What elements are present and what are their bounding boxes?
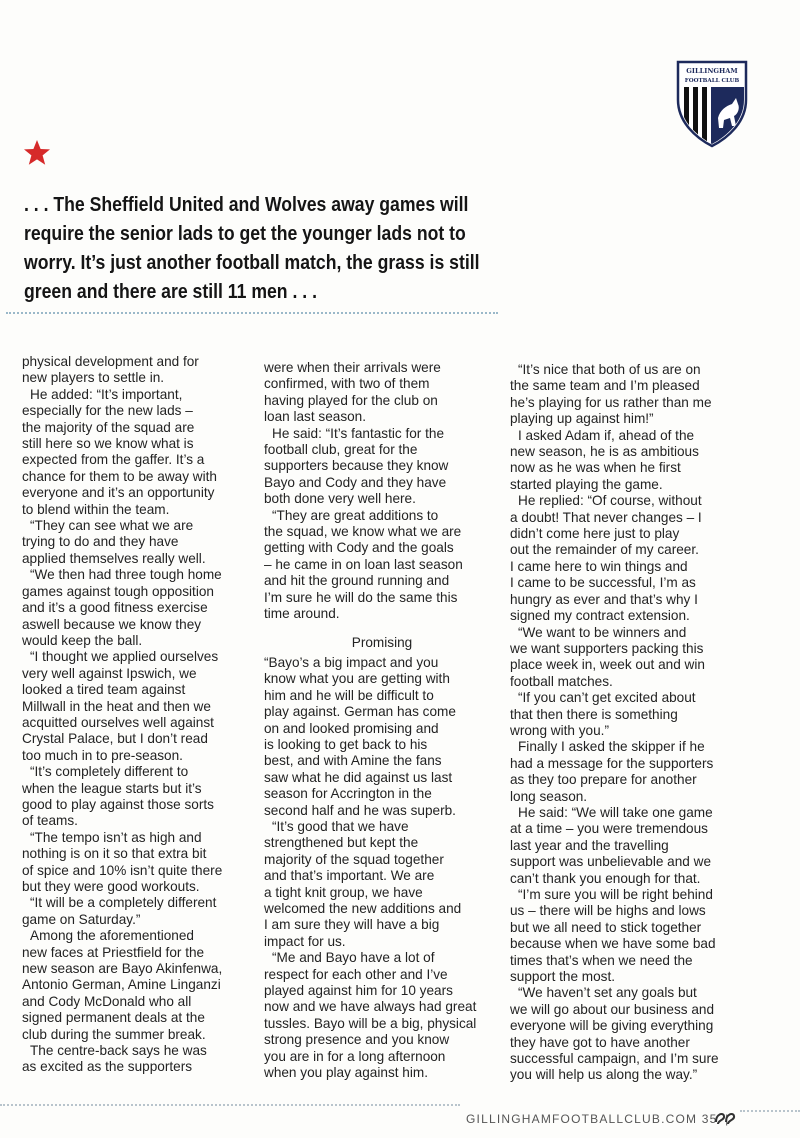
text-line: majority of the squad together [264,851,444,867]
article-paragraph [264,426,500,508]
text-line: “I thought we applied ourselves [30,649,219,665]
text-line: “It’s nice that both of us are on [518,362,701,377]
article-paragraph [510,690,750,739]
text-line: and it’s a good fitness exercise [22,600,208,616]
text-line: applied themselves really well. [22,550,206,566]
text-line: had a message for the supporters [510,755,714,771]
text-line: the same team and I’m pleased [510,378,700,394]
text-line: he’s playing for us rather than me [510,394,712,410]
article-paragraph [510,887,750,985]
text-line: strengthened but kept the [264,835,419,851]
text-line: of spice and 10% isn’t quite there [22,862,223,878]
text-line: – he came in on loan last season [264,556,463,572]
text-line: impact for us. [264,933,346,949]
text-line: He replied: “Of course, without [518,493,702,509]
text-line: place week in, week out and win [510,657,705,673]
text-line: club during the summer break. [22,1026,206,1042]
text-line: strong presence and you know [264,1032,450,1048]
text-line: “It will be a completely different [30,895,217,911]
text-line: I asked Adam if, ahead of the [518,427,695,443]
article-paragraph [510,625,750,691]
text-line: Crystal Palace, but I don’t read [22,731,208,747]
text-line: good to play against those sorts [22,796,214,812]
text-line: I came here to win things and [510,558,688,574]
text-line: The centre-back says he was [30,1043,207,1059]
text-line: game on Saturday.” [22,911,141,927]
text-line: as excited as the supporters [22,1059,193,1075]
text-line: of teams. [22,813,78,829]
text-line: signed my contract extension. [510,608,690,624]
text-line: getting with Cody and the goals [264,540,454,556]
text-line: and that’s important. We are [264,868,435,884]
crest-line1: GILLINGHAM [686,67,738,75]
article-paragraph [22,518,258,567]
text-line: both done very well here. [264,491,416,507]
text-line: aswell because we know they [22,616,202,632]
text-line: the majority of the squad are [22,419,195,435]
text-line: “We haven’t set any goals but [518,985,697,1001]
subheading-promising: Promising [351,634,413,650]
text-line: respect for each other and I’ve [264,966,448,982]
article-paragraph [264,360,500,426]
article-paragraph [510,739,750,805]
article-paragraph [510,493,750,624]
article-paragraph [510,805,750,887]
text-line: loan last season. [264,409,367,425]
text-line: games against tough opposition [22,583,214,599]
article-paragraph [264,508,500,623]
pull-quote-line: require the senior lads to get the younger lads not to [24,222,466,245]
text-line: I am sure they will have a big [264,917,440,933]
text-line: “It’s completely different to [30,764,189,780]
text-line: us – there will be highs and lows [510,903,706,919]
text-line: supporters because they know [264,458,449,474]
page-footer [466,1112,732,1126]
text-line: started playing the game. [510,476,663,492]
text-line: acquitted ourselves well against [22,714,214,730]
text-line: play against. German has come [264,704,456,720]
text-line: a doubt! That never changes – I [510,509,702,525]
text-line: trying to do and they have [22,534,179,550]
text-line: I’m sure he will do the same this [264,589,458,605]
footer-page-number: 35 [701,1112,718,1126]
text-line: as they too prepare for another [510,772,697,788]
article-column-1 [22,354,258,1076]
text-line: when you play against him. [264,1065,428,1081]
article-paragraph [22,928,258,1043]
text-line: expected from the gaffer. It’s a [22,452,205,468]
club-crest-logo [676,60,748,148]
text-line: is looking to get back to his [264,736,428,752]
text-line: on and looked promising and [264,720,439,736]
article-paragraph [22,895,258,928]
text-line: support the most. [510,969,616,985]
text-line: to blend within the team. [22,501,170,517]
text-line: He said: “We will take one game [518,804,713,820]
text-line: out the remainder of my career. [510,542,699,558]
text-line: Bayo and Cody and they have [264,474,447,490]
text-line: best, and with Amine the fans [264,753,442,769]
text-line: especially for the new lads – [22,403,193,419]
text-line: second half and he was superb. [264,802,456,818]
pull-quote-line: green and there are still 11 men . . . [24,280,317,303]
pull-quote-line: . . . The Sheffield United and Wolves away games will [24,193,469,216]
text-line: him and he will be difficult to [264,687,434,703]
text-line: we will go about our business and [510,1001,715,1017]
article-paragraph [22,649,258,764]
article-paragraph [22,387,258,518]
column-2-top [264,360,500,623]
text-line: looked a tired team against [22,682,186,698]
text-line: a tight knit group, we have [264,884,423,900]
text-line: physical development and for [22,354,199,369]
text-line: time around. [264,606,340,622]
pull-quote [24,190,480,306]
dotted-divider [6,312,498,314]
text-line: confirmed, with two of them [264,376,430,392]
text-line: still here so we know what is [22,436,194,452]
text-line: new faces at Priestfield for the [22,944,205,960]
footer-separator: | [725,1112,730,1126]
text-line: but we all need to stick together [510,919,702,935]
text-line: Finally I asked the skipper if he [518,739,705,755]
text-line: having played for the club on [264,392,438,408]
text-line: wrong with you.” [510,722,609,738]
text-line: you are in for a long afternoon [264,1048,446,1064]
text-line: at a time – you were tremendous [510,821,708,837]
text-line: everyone and it’s an opportunity [22,485,215,501]
text-line: “It’s good that we have [272,818,409,834]
text-line: Antonio German, Amine Linganzi [22,977,221,993]
text-line: saw what he did against us last [264,769,453,785]
article-paragraph [510,985,750,1083]
crest-line2: FOOTBALL CLUB [684,78,740,84]
text-line: would keep the ball. [22,632,143,648]
pull-quote-line: worry. It’s just another football match, the grass is still [24,251,480,274]
text-line: new players to settle in. [22,370,165,386]
text-line: football matches. [510,673,613,689]
text-line: “The tempo isn’t as high and [30,829,202,845]
article-column-2 [264,360,500,1081]
text-line: “Bayo’s a big impact and you [264,654,439,670]
text-line: played against him for 10 years [264,983,453,999]
text-line: we want supporters packing this [510,640,704,656]
text-line: didn’t come here just to play [510,526,680,542]
article-paragraph [264,655,500,819]
text-line: they have got to have another [510,1034,690,1050]
text-line: He added: “It’s important, [30,386,183,402]
article-paragraph [22,567,258,649]
text-line: can’t thank you enough for that. [510,870,701,886]
article-paragraph [510,428,750,494]
text-line: nothing is on it so that extra bit [22,846,207,862]
text-line: last year and the travelling [510,837,669,853]
text-line: new season, he is as ambitious [510,444,699,460]
text-line: “They are great additions to [272,507,439,523]
text-line: support was unbelievable and we [510,854,712,870]
text-line: too much in to pre-season. [22,747,183,763]
text-line: chance for them to be away with [22,468,217,484]
text-line: when the league starts but it’s [22,780,202,796]
text-line: “They can see what we are [30,518,194,534]
text-line: Among the aforementioned [30,928,194,944]
text-line: tussles. Bayo will be a big, physical [264,1015,477,1031]
article-paragraph [264,819,500,950]
star-icon [22,138,52,168]
text-line: “We then had three tough home [30,567,222,583]
text-line: playing up against him!” [510,411,654,427]
text-line: but they were good workouts. [22,879,200,894]
article-paragraph [510,362,750,428]
text-line: the squad, we know what we are [264,524,462,540]
footer-dotted-divider [740,1110,800,1112]
text-line: “We want to be winners and [518,624,687,640]
text-line: hungry as ever and that’s why I [510,591,698,607]
text-line: “I’m sure you will be right behind [518,887,713,902]
text-line: successful campaign, and I’m sure [510,1051,719,1067]
text-line: long season. [510,788,588,804]
column-2-bottom [264,655,500,1082]
article-paragraph [22,354,258,387]
text-line: know what you are getting with [264,671,450,687]
text-line: very well against Ipswich, we [22,665,197,681]
text-line: because when we have some bad [510,936,716,952]
article-paragraph [22,1043,258,1076]
footer-site-url: GILLINGHAMFOOTBALLCLUB.COM [466,1112,698,1126]
text-line: signed permanent deals at the [22,1010,205,1026]
text-line: and Cody McDonald who all [22,993,192,1009]
text-line: you will help us along the way.” [510,1067,698,1083]
text-line: now as he was when he first [510,460,681,476]
text-line: and hit the ground running and [264,573,450,589]
article-paragraph [264,950,500,1081]
text-line: times that’s when we need the [510,952,693,968]
text-line: football club, great for the [264,442,418,458]
text-line: “If you can’t get excited about [518,690,696,706]
text-line: everyone will be giving everything [510,1018,714,1034]
text-line: “Me and Bayo have a lot of [272,950,435,966]
text-line: Millwall in the heat and then we [22,698,211,714]
article-paragraph [22,830,258,896]
sponsor-logo [714,1110,736,1126]
article-column-3 [510,362,750,1084]
text-line: welcomed the new additions and [264,901,462,916]
text-line: that then there is something [510,706,678,722]
text-line: season for Accrington in the [264,786,432,802]
text-line: He said: “It’s fantastic for the [272,425,445,441]
footer-dotted-divider [0,1104,460,1106]
text-line: new season are Bayo Akinfenwa, [22,961,223,977]
article-paragraph [22,764,258,830]
text-line: now and we have always had great [264,999,477,1015]
text-line: were when their arrivals were [264,360,441,375]
text-line: I came to be successful, I’m as [510,575,696,591]
